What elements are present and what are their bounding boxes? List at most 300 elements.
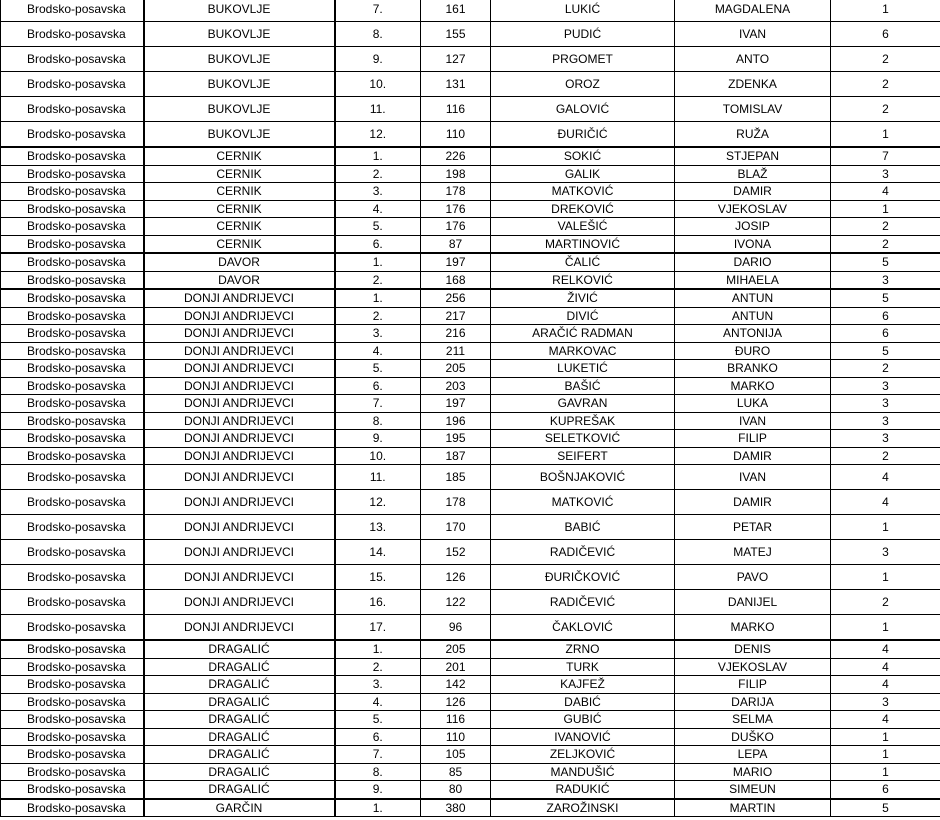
cell-surname: BABIĆ <box>491 515 675 540</box>
table-row <box>1 235 940 253</box>
cell-rank: 11. <box>335 97 421 122</box>
cell-municipality: GARČIN <box>144 799 335 817</box>
cell-rank: 9. <box>335 781 421 799</box>
table-row <box>1 22 940 47</box>
table-row <box>1 325 940 343</box>
cell-municipality: CERNIK <box>144 200 335 218</box>
cell-name: PAVO <box>675 565 831 590</box>
cell-surname: BOŠNJAKOVIĆ <box>491 465 675 490</box>
cell-surname: ŽIVIĆ <box>491 289 675 307</box>
table-row <box>1 377 940 395</box>
cell-votes: 187 <box>421 447 491 465</box>
table-row <box>1 781 940 799</box>
cell-name: BRANKO <box>675 360 831 378</box>
table-row <box>1 271 940 289</box>
cell-municipality: DRAGALIĆ <box>144 693 335 711</box>
cell-rank: 2. <box>335 165 421 183</box>
cell-rank: 9. <box>335 430 421 448</box>
cell-votes: 256 <box>421 289 491 307</box>
cell-votes: 152 <box>421 540 491 565</box>
cell-votes: 217 <box>421 307 491 325</box>
table-row <box>1 728 940 746</box>
cell-municipality: DONJI ANDRIJEVCI <box>144 342 335 360</box>
cell-county: Brodsko-posavska <box>1 235 144 253</box>
cell-votes: 80 <box>421 781 491 799</box>
table-row <box>1 200 940 218</box>
cell-votes: 176 <box>421 200 491 218</box>
cell-rank: 7. <box>335 746 421 764</box>
cell-name: DUŠKO <box>675 728 831 746</box>
cell-surname: DREKOVIĆ <box>491 200 675 218</box>
cell-name: DAMIR <box>675 490 831 515</box>
cell-surname: KUPREŠAK <box>491 412 675 430</box>
cell-municipality: DRAGALIĆ <box>144 676 335 694</box>
cell-municipality: CERNIK <box>144 183 335 201</box>
cell-rank: 10. <box>335 447 421 465</box>
cell-rank: 4. <box>335 693 421 711</box>
cell-name: ANTUN <box>675 307 831 325</box>
cell-municipality: BUKOVLJE <box>144 122 335 148</box>
cell-votes: 201 <box>421 658 491 676</box>
cell-county: Brodsko-posavska <box>1 763 144 781</box>
cell-surname: TURK <box>491 658 675 676</box>
cell-county: Brodsko-posavska <box>1 515 144 540</box>
cell-name: PETAR <box>675 515 831 540</box>
cell-votes: 116 <box>421 711 491 729</box>
cell-rank: 2. <box>335 658 421 676</box>
cell-surname: GAVRAN <box>491 395 675 413</box>
cell-votes: 380 <box>421 799 491 817</box>
cell-municipality: BUKOVLJE <box>144 72 335 97</box>
cell-county: Brodsko-posavska <box>1 640 144 658</box>
cell-count: 1 <box>831 122 940 148</box>
table-row <box>1 447 940 465</box>
cell-count: 4 <box>831 640 940 658</box>
cell-name: FILIP <box>675 676 831 694</box>
cell-rank: 10. <box>335 72 421 97</box>
table-row <box>1 711 940 729</box>
cell-municipality: DONJI ANDRIJEVCI <box>144 289 335 307</box>
cell-municipality: DONJI ANDRIJEVCI <box>144 490 335 515</box>
cell-county: Brodsko-posavska <box>1 799 144 817</box>
cell-county: Brodsko-posavska <box>1 412 144 430</box>
cell-votes: 96 <box>421 615 491 641</box>
cell-county: Brodsko-posavska <box>1 590 144 615</box>
cell-votes: 176 <box>421 218 491 236</box>
cell-count: 3 <box>831 271 940 289</box>
table-row <box>1 763 940 781</box>
cell-municipality: CERNIK <box>144 218 335 236</box>
table-row <box>1 122 940 148</box>
cell-count: 2 <box>831 97 940 122</box>
cell-surname: RADIČEVIĆ <box>491 540 675 565</box>
cell-rank: 11. <box>335 465 421 490</box>
cell-rank: 4. <box>335 200 421 218</box>
cell-votes: 170 <box>421 515 491 540</box>
table-row <box>1 590 940 615</box>
cell-rank: 15. <box>335 565 421 590</box>
cell-votes: 205 <box>421 640 491 658</box>
cell-municipality: BUKOVLJE <box>144 22 335 47</box>
cell-count: 6 <box>831 325 940 343</box>
cell-rank: 8. <box>335 412 421 430</box>
cell-municipality: DRAGALIĆ <box>144 711 335 729</box>
cell-votes: 198 <box>421 165 491 183</box>
cell-votes: 122 <box>421 590 491 615</box>
cell-count: 1 <box>831 515 940 540</box>
cell-county: Brodsko-posavska <box>1 342 144 360</box>
cell-county: Brodsko-posavska <box>1 565 144 590</box>
cell-county: Brodsko-posavska <box>1 289 144 307</box>
table-row <box>1 490 940 515</box>
cell-name: VJEKOSLAV <box>675 200 831 218</box>
table-row <box>1 0 940 22</box>
cell-surname: MARKOVAC <box>491 342 675 360</box>
cell-municipality: DONJI ANDRIJEVCI <box>144 590 335 615</box>
table-row <box>1 218 940 236</box>
cell-count: 2 <box>831 218 940 236</box>
cell-name: ANTO <box>675 47 831 72</box>
cell-count: 2 <box>831 47 940 72</box>
cell-rank: 7. <box>335 395 421 413</box>
cell-municipality: DONJI ANDRIJEVCI <box>144 395 335 413</box>
cell-rank: 1. <box>335 253 421 271</box>
cell-municipality: DRAGALIĆ <box>144 640 335 658</box>
cell-rank: 13. <box>335 515 421 540</box>
cell-count: 7 <box>831 147 940 165</box>
cell-rank: 1. <box>335 640 421 658</box>
cell-municipality: DONJI ANDRIJEVCI <box>144 430 335 448</box>
cell-count: 5 <box>831 799 940 817</box>
cell-name: ĐURO <box>675 342 831 360</box>
cell-county: Brodsko-posavska <box>1 693 144 711</box>
cell-county: Brodsko-posavska <box>1 540 144 565</box>
cell-name: MAGDALENA <box>675 0 831 22</box>
cell-surname: LUKETIĆ <box>491 360 675 378</box>
cell-municipality: DRAGALIĆ <box>144 728 335 746</box>
cell-count: 4 <box>831 183 940 201</box>
cell-votes: 105 <box>421 746 491 764</box>
cell-name: IVAN <box>675 412 831 430</box>
cell-county: Brodsko-posavska <box>1 746 144 764</box>
results-table-body <box>1 0 940 817</box>
cell-votes: 126 <box>421 565 491 590</box>
cell-name: DARIJA <box>675 693 831 711</box>
cell-count: 3 <box>831 165 940 183</box>
cell-count: 4 <box>831 465 940 490</box>
cell-surname: ĐURIČIĆ <box>491 122 675 148</box>
cell-surname: ČALIĆ <box>491 253 675 271</box>
cell-votes: 203 <box>421 377 491 395</box>
cell-county: Brodsko-posavska <box>1 72 144 97</box>
table-row <box>1 47 940 72</box>
cell-count: 6 <box>831 781 940 799</box>
cell-votes: 131 <box>421 72 491 97</box>
cell-county: Brodsko-posavska <box>1 0 144 22</box>
table-row <box>1 412 940 430</box>
cell-count: 6 <box>831 307 940 325</box>
cell-rank: 9. <box>335 47 421 72</box>
cell-name: MARKO <box>675 615 831 641</box>
cell-municipality: DONJI ANDRIJEVCI <box>144 325 335 343</box>
cell-votes: 110 <box>421 728 491 746</box>
table-row <box>1 640 940 658</box>
cell-name: SELMA <box>675 711 831 729</box>
cell-surname: ZRNO <box>491 640 675 658</box>
cell-county: Brodsko-posavska <box>1 147 144 165</box>
cell-rank: 1. <box>335 799 421 817</box>
cell-count: 3 <box>831 693 940 711</box>
cell-rank: 6. <box>335 728 421 746</box>
cell-surname: ĐURIČKOVIĆ <box>491 565 675 590</box>
cell-name: DAMIR <box>675 183 831 201</box>
cell-name: ANTUN <box>675 289 831 307</box>
cell-municipality: DONJI ANDRIJEVCI <box>144 515 335 540</box>
cell-votes: 127 <box>421 47 491 72</box>
cell-rank: 12. <box>335 490 421 515</box>
cell-surname: MATKOVIĆ <box>491 183 675 201</box>
cell-county: Brodsko-posavska <box>1 97 144 122</box>
cell-surname: PUDIĆ <box>491 22 675 47</box>
table-row <box>1 693 940 711</box>
table-row <box>1 565 940 590</box>
table-row <box>1 72 940 97</box>
cell-name: TOMISLAV <box>675 97 831 122</box>
cell-municipality: DRAGALIĆ <box>144 746 335 764</box>
cell-name: LEPA <box>675 746 831 764</box>
cell-rank: 2. <box>335 271 421 289</box>
cell-municipality: DONJI ANDRIJEVCI <box>144 360 335 378</box>
cell-name: MARIO <box>675 763 831 781</box>
cell-surname: RELKOVIĆ <box>491 271 675 289</box>
cell-count: 1 <box>831 763 940 781</box>
cell-count: 1 <box>831 0 940 22</box>
cell-county: Brodsko-posavska <box>1 377 144 395</box>
cell-name: DARIO <box>675 253 831 271</box>
table-row <box>1 395 940 413</box>
cell-rank: 6. <box>335 377 421 395</box>
cell-count: 3 <box>831 540 940 565</box>
cell-rank: 17. <box>335 615 421 641</box>
cell-municipality: DONJI ANDRIJEVCI <box>144 412 335 430</box>
cell-count: 4 <box>831 490 940 515</box>
table-row <box>1 147 940 165</box>
cell-rank: 14. <box>335 540 421 565</box>
cell-name: FILIP <box>675 430 831 448</box>
table-row <box>1 540 940 565</box>
cell-municipality: BUKOVLJE <box>144 97 335 122</box>
cell-count: 1 <box>831 565 940 590</box>
cell-rank: 1. <box>335 147 421 165</box>
cell-county: Brodsko-posavska <box>1 325 144 343</box>
cell-count: 1 <box>831 728 940 746</box>
cell-surname: GALIK <box>491 165 675 183</box>
table-row <box>1 183 940 201</box>
cell-county: Brodsko-posavska <box>1 615 144 641</box>
cell-count: 5 <box>831 289 940 307</box>
cell-name: DAMIR <box>675 447 831 465</box>
cell-votes: 142 <box>421 676 491 694</box>
cell-votes: 168 <box>421 271 491 289</box>
cell-count: 4 <box>831 676 940 694</box>
cell-county: Brodsko-posavska <box>1 490 144 515</box>
cell-count: 2 <box>831 360 940 378</box>
table-row <box>1 746 940 764</box>
cell-county: Brodsko-posavska <box>1 218 144 236</box>
cell-municipality: DONJI ANDRIJEVCI <box>144 565 335 590</box>
cell-municipality: CERNIK <box>144 165 335 183</box>
cell-surname: SEIFERT <box>491 447 675 465</box>
cell-municipality: DONJI ANDRIJEVCI <box>144 447 335 465</box>
cell-name: RUŽA <box>675 122 831 148</box>
cell-count: 2 <box>831 590 940 615</box>
cell-count: 1 <box>831 746 940 764</box>
cell-municipality: CERNIK <box>144 147 335 165</box>
cell-municipality: DRAGALIĆ <box>144 658 335 676</box>
cell-rank: 4. <box>335 342 421 360</box>
cell-name: JOSIP <box>675 218 831 236</box>
cell-county: Brodsko-posavska <box>1 728 144 746</box>
cell-name: MIHAELA <box>675 271 831 289</box>
cell-name: MATEJ <box>675 540 831 565</box>
cell-surname: MATKOVIĆ <box>491 490 675 515</box>
cell-county: Brodsko-posavska <box>1 122 144 148</box>
cell-rank: 12. <box>335 122 421 148</box>
cell-county: Brodsko-posavska <box>1 711 144 729</box>
cell-county: Brodsko-posavska <box>1 165 144 183</box>
cell-county: Brodsko-posavska <box>1 271 144 289</box>
cell-votes: 211 <box>421 342 491 360</box>
cell-votes: 178 <box>421 490 491 515</box>
cell-count: 1 <box>831 200 940 218</box>
cell-surname: GALOVIĆ <box>491 97 675 122</box>
table-row <box>1 253 940 271</box>
cell-rank: 16. <box>335 590 421 615</box>
cell-votes: 178 <box>421 183 491 201</box>
cell-name: MARTIN <box>675 799 831 817</box>
cell-county: Brodsko-posavska <box>1 465 144 490</box>
cell-municipality: DONJI ANDRIJEVCI <box>144 307 335 325</box>
cell-count: 4 <box>831 658 940 676</box>
cell-county: Brodsko-posavska <box>1 307 144 325</box>
cell-surname: ZAROŽINSKI <box>491 799 675 817</box>
cell-surname: RADUKIĆ <box>491 781 675 799</box>
cell-surname: GUBIĆ <box>491 711 675 729</box>
table-row <box>1 799 940 817</box>
cell-surname: VALEŠIĆ <box>491 218 675 236</box>
cell-surname: SOKIĆ <box>491 147 675 165</box>
cell-municipality: DONJI ANDRIJEVCI <box>144 377 335 395</box>
cell-rank: 8. <box>335 22 421 47</box>
cell-surname: LUKIĆ <box>491 0 675 22</box>
cell-surname: ZELJKOVIĆ <box>491 746 675 764</box>
cell-rank: 3. <box>335 676 421 694</box>
cell-votes: 85 <box>421 763 491 781</box>
table-row <box>1 165 940 183</box>
cell-name: DANIJEL <box>675 590 831 615</box>
table-row <box>1 658 940 676</box>
cell-rank: 7. <box>335 0 421 22</box>
cell-rank: 3. <box>335 325 421 343</box>
cell-votes: 116 <box>421 97 491 122</box>
cell-municipality: DRAGALIĆ <box>144 781 335 799</box>
table-row <box>1 615 940 641</box>
cell-municipality: DRAGALIĆ <box>144 763 335 781</box>
cell-count: 2 <box>831 72 940 97</box>
cell-rank: 1. <box>335 289 421 307</box>
cell-name: ANTONIJA <box>675 325 831 343</box>
cell-votes: 126 <box>421 693 491 711</box>
cell-rank: 5. <box>335 711 421 729</box>
cell-name: DENIS <box>675 640 831 658</box>
cell-county: Brodsko-posavska <box>1 183 144 201</box>
cell-county: Brodsko-posavska <box>1 253 144 271</box>
cell-name: IVONA <box>675 235 831 253</box>
cell-surname: PRGOMET <box>491 47 675 72</box>
cell-votes: 161 <box>421 0 491 22</box>
cell-votes: 197 <box>421 253 491 271</box>
table-row <box>1 360 940 378</box>
cell-municipality: DONJI ANDRIJEVCI <box>144 465 335 490</box>
table-row <box>1 289 940 307</box>
cell-county: Brodsko-posavska <box>1 47 144 72</box>
cell-rank: 8. <box>335 763 421 781</box>
cell-count: 6 <box>831 22 940 47</box>
cell-county: Brodsko-posavska <box>1 395 144 413</box>
cell-surname: OROZ <box>491 72 675 97</box>
cell-county: Brodsko-posavska <box>1 200 144 218</box>
cell-count: 2 <box>831 447 940 465</box>
cell-municipality: BUKOVLJE <box>144 0 335 22</box>
cell-name: BLAŽ <box>675 165 831 183</box>
cell-name: SIMEUN <box>675 781 831 799</box>
cell-surname: SELETKOVIĆ <box>491 430 675 448</box>
cell-count: 3 <box>831 395 940 413</box>
cell-count: 4 <box>831 711 940 729</box>
cell-surname: DABIĆ <box>491 693 675 711</box>
cell-rank: 3. <box>335 183 421 201</box>
cell-municipality: DAVOR <box>144 271 335 289</box>
cell-municipality: BUKOVLJE <box>144 47 335 72</box>
cell-count: 1 <box>831 615 940 641</box>
table-row <box>1 515 940 540</box>
cell-count: 5 <box>831 253 940 271</box>
cell-county: Brodsko-posavska <box>1 676 144 694</box>
cell-surname: DIVIĆ <box>491 307 675 325</box>
cell-votes: 196 <box>421 412 491 430</box>
cell-county: Brodsko-posavska <box>1 430 144 448</box>
cell-votes: 226 <box>421 147 491 165</box>
cell-name: IVAN <box>675 465 831 490</box>
cell-surname: MARTINOVIĆ <box>491 235 675 253</box>
table-row <box>1 307 940 325</box>
table-row <box>1 342 940 360</box>
cell-municipality: CERNIK <box>144 235 335 253</box>
cell-rank: 5. <box>335 218 421 236</box>
table-row <box>1 97 940 122</box>
cell-rank: 2. <box>335 307 421 325</box>
table-row <box>1 465 940 490</box>
cell-votes: 195 <box>421 430 491 448</box>
cell-count: 5 <box>831 342 940 360</box>
table-row <box>1 430 940 448</box>
cell-name: LUKA <box>675 395 831 413</box>
cell-count: 3 <box>831 430 940 448</box>
cell-name: ZDENKA <box>675 72 831 97</box>
cell-county: Brodsko-posavska <box>1 360 144 378</box>
cell-county: Brodsko-posavska <box>1 658 144 676</box>
cell-surname: KAJFEŽ <box>491 676 675 694</box>
